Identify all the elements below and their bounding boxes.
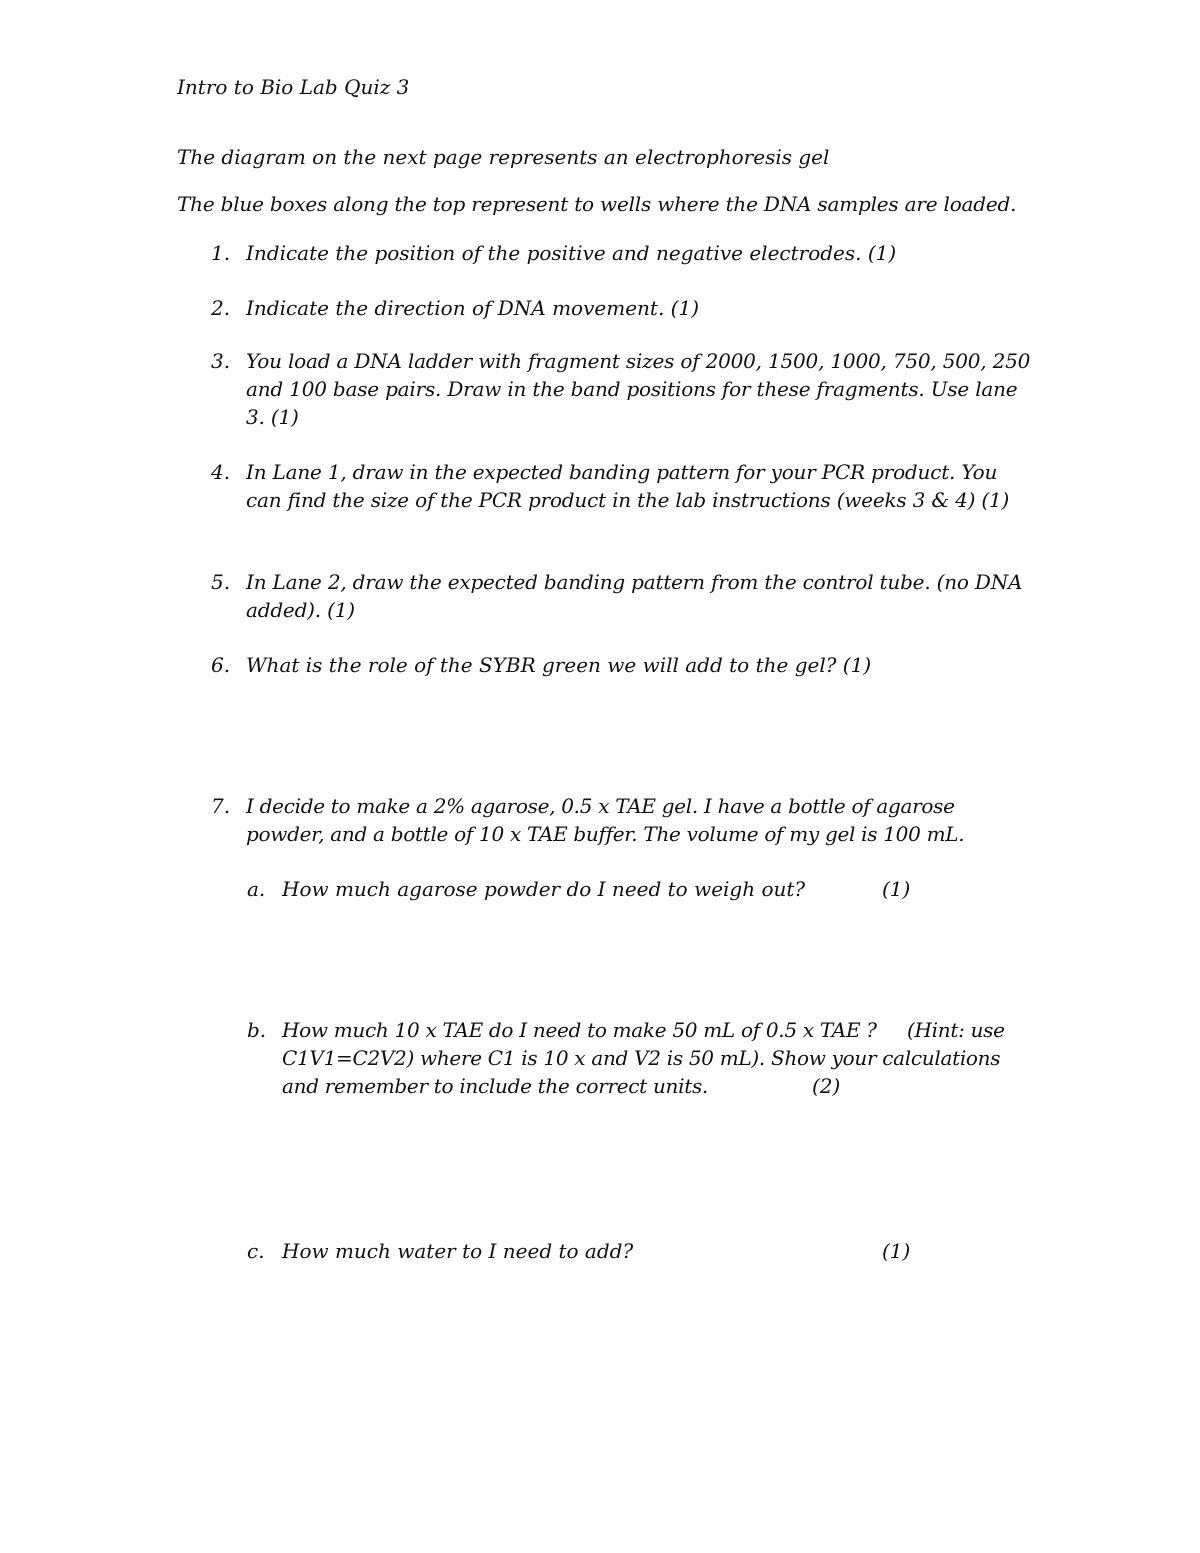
subquestion-a-text: How much agarose powder do I need to weigh out? <box>282 877 806 901</box>
question-5-number: 5. <box>211 570 231 594</box>
question-6-text: What is the role of the SYBR green we will add to the gel? (1) <box>246 653 872 677</box>
intro-paragraph-1: The diagram on the next page represents an electrophoresis gel <box>177 145 830 169</box>
question-4-text: In Lane 1, draw in the expected banding pattern for your PCR product. You can find the size of the PCR product in the lab instructions (weeks 3 & 4) (1) <box>246 460 1010 512</box>
question-7-number: 7. <box>211 794 231 818</box>
question-7-text: I decide to make a 2% agarose, 0.5 x TAE gel. I have a bottle of agarose powder, and a bottle of 10 x TAE buffer. The volume of my gel is 100 mL. <box>246 794 965 846</box>
intro-paragraph-2: The blue boxes along the top represent to wells where the DNA samples are loaded. <box>177 192 1017 216</box>
question-1-number: 1. <box>211 241 231 265</box>
question-2-text: Indicate the direction of DNA movement. (1) <box>246 296 699 320</box>
document-title: Intro to Bio Lab Quiz 3 <box>177 75 410 99</box>
subquestion-c-mark: (1) <box>882 1239 911 1263</box>
subquestion-c-text: How much water to I need to add? <box>282 1239 634 1263</box>
question-3-number: 3. <box>211 349 231 373</box>
question-3-text: You load a DNA ladder with fragment sizes of 2000, 1500, 1000, 750, 500, 250 and 100 base pairs. Draw in the band positions for these fragments. Use lane 3. (1) <box>246 349 1031 429</box>
question-5-text: In Lane 2, draw the expected banding pattern from the control tube. (no DNA added). (1) <box>246 570 1023 622</box>
subquestion-a-mark: (1) <box>882 877 911 901</box>
question-1-text: Indicate the position of the positive and negative electrodes. (1) <box>246 241 897 265</box>
subquestion-b-text: How much 10 x TAE do I need to make 50 mL of 0.5 x TAE ? (Hint: use C1V1=C2V2) where C1 is 10 x and V2 is 50 mL). Show your calculations and remember to include the correct units. <box>282 1018 1011 1098</box>
subquestion-c-letter: c. <box>247 1239 265 1263</box>
question-4-number: 4. <box>211 460 231 484</box>
subquestion-a-letter: a. <box>247 877 266 901</box>
question-6-number: 6. <box>211 653 231 677</box>
question-2-number: 2. <box>211 296 231 320</box>
subquestion-b-mark: (2) <box>812 1074 841 1098</box>
subquestion-b-letter: b. <box>247 1018 267 1042</box>
